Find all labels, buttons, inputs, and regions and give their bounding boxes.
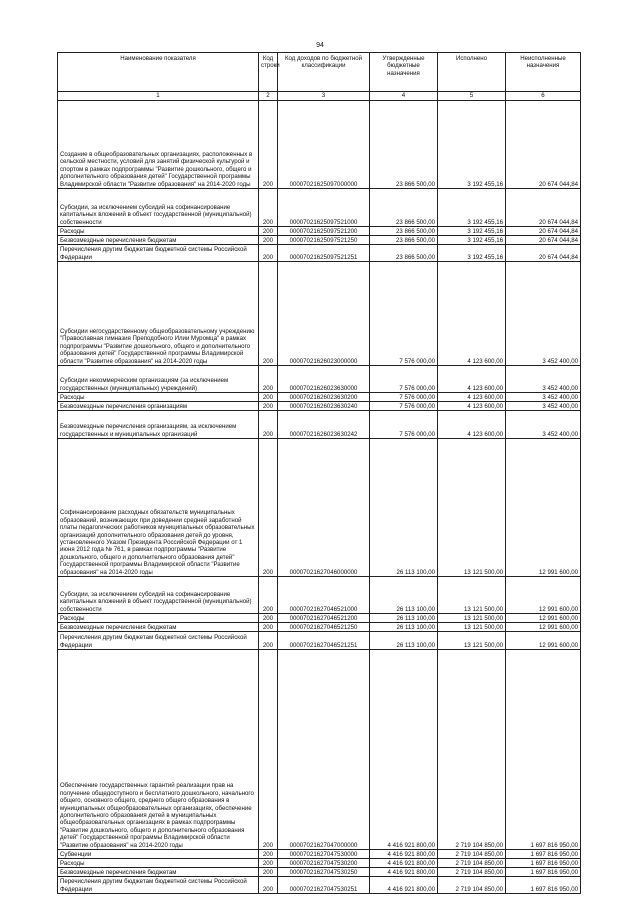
row-unexecuted: 12 991 600,00 <box>506 439 581 577</box>
row-name: Безвозмездные перечисления организациям <box>58 402 259 411</box>
table-row <box>58 411 581 439</box>
row-unexecuted: 20 674 044,84 <box>506 189 581 227</box>
page-number: 94 <box>316 42 324 49</box>
row-classification-code: 00007021626023630242 <box>278 411 370 439</box>
row-classification-code: 00007021626023630240 <box>278 402 370 411</box>
row-name: Софинансирование расходных обязательств муниципальных образований, возникающих при доведении средней заработной платы педагогических работников муниципальных образовательных организаций дополнительного образования детей до уровня, установленного Указом Президента Российской Федерации от 1 июня 2012 года № 761, в рамках подпрограммы "Развитие дошкольного, общего и дополнительного образования детей" Государственной программы Владимирской области "Развитие образования" на 2014-2020 годы <box>58 439 259 577</box>
row-approved: 26 113 100,00 <box>370 577 438 614</box>
header-executed: Исполнено <box>438 53 506 92</box>
row-approved: 23 866 500,00 <box>370 101 438 189</box>
row-unexecuted: 1 697 816 950,00 <box>506 868 581 877</box>
row-approved: 23 866 500,00 <box>370 189 438 227</box>
table-body <box>58 101 581 894</box>
row-classification-code: 00007021627047000000 <box>278 650 370 850</box>
row-unexecuted: 12 991 600,00 <box>506 632 581 650</box>
row-classification-code: 00007021627046521251 <box>278 632 370 650</box>
table-row <box>58 623 581 632</box>
row-approved: 26 113 100,00 <box>370 439 438 577</box>
row-code: 200 <box>259 850 278 859</box>
row-unexecuted: 3 452 400,00 <box>506 393 581 402</box>
row-approved: 26 113 100,00 <box>370 632 438 650</box>
row-name: Безвозмездные перечисления организациям, за исключением государственных и муниципальных организаций <box>58 411 259 439</box>
row-classification-code: 00007021626023630200 <box>278 393 370 402</box>
row-approved: 23 866 500,00 <box>370 227 438 236</box>
row-unexecuted: 3 452 400,00 <box>506 262 581 366</box>
row-code: 200 <box>259 411 278 439</box>
row-name: Субсидии некоммерческим организациям (за исключением государственных (муниципальных) учреждений) <box>58 366 259 393</box>
row-executed: 4 123 600,00 <box>438 366 506 393</box>
row-classification-code: 00007021627047530000 <box>278 850 370 859</box>
row-classification-code: 00007021625097000000 <box>278 101 370 189</box>
table-header-row <box>58 53 581 92</box>
row-approved: 26 113 100,00 <box>370 623 438 632</box>
row-name: Обеспечение государственных гарантий реализации прав на получение общедоступного и бесплатного дошкольного, начального общего, основного общего, среднего общего образования в муниципальных общеобразовательных организациях, обеспечение дополнительного образования детей в муниципальных общеобразовательных организациях в рамках подпрограммы "Развитие дошкольного, общего и дополнительного образования детей" Государственной программы Владимирской области "Развитие образования" на 2014-2020 годы <box>58 650 259 850</box>
row-approved: 7 576 000,00 <box>370 262 438 366</box>
header-unexecuted: Неисполненные назначения <box>506 53 581 92</box>
column-number-row <box>58 92 581 101</box>
row-classification-code: 00007021625097521251 <box>278 245 370 262</box>
column-number: 5 <box>438 92 506 101</box>
row-unexecuted: 1 697 816 950,00 <box>506 650 581 850</box>
row-name: Расходы <box>58 859 259 868</box>
row-executed: 2 719 104 850,00 <box>438 868 506 877</box>
column-number: 3 <box>278 92 370 101</box>
row-name: Безвозмездные перечисления бюджетам <box>58 623 259 632</box>
row-code: 200 <box>259 877 278 894</box>
row-code: 200 <box>259 366 278 393</box>
row-approved: 4 416 921 800,00 <box>370 850 438 859</box>
row-unexecuted: 3 452 400,00 <box>506 411 581 439</box>
table-row <box>58 650 581 850</box>
row-name: Субсидии негосударственному общеобразовательному учреждению "Православная гимназия Преподобного Илии Муромца" в рамках подпрограммы "Развитие дошкольного, общего и дополнительного образования детей" Государственной программы Владимирской области "Развитие образования" на 2014-2020 годы <box>58 262 259 366</box>
row-approved: 7 576 000,00 <box>370 366 438 393</box>
row-executed: 13 121 500,00 <box>438 577 506 614</box>
row-name: Безвозмездные перечисления бюджетам <box>58 868 259 877</box>
row-classification-code: 00007021625097521250 <box>278 236 370 245</box>
row-executed: 3 192 455,16 <box>438 245 506 262</box>
row-classification-code: 00007021625097521000 <box>278 189 370 227</box>
table-row <box>58 262 581 366</box>
column-number: 2 <box>259 92 278 101</box>
row-code: 200 <box>259 623 278 632</box>
row-code: 200 <box>259 614 278 623</box>
table-row <box>58 236 581 245</box>
table-row <box>58 632 581 650</box>
row-classification-code: 00007021627047530250 <box>278 868 370 877</box>
header-classification-code: Код доходов по бюджетной классификации <box>278 53 370 92</box>
row-code: 200 <box>259 650 278 850</box>
row-code: 200 <box>259 245 278 262</box>
row-approved: 4 416 921 800,00 <box>370 859 438 868</box>
row-executed: 13 121 500,00 <box>438 614 506 623</box>
row-executed: 4 123 600,00 <box>438 393 506 402</box>
row-code: 200 <box>259 868 278 877</box>
row-name: Перечисления другим бюджетам бюджетной системы Российской Федерации <box>58 877 259 894</box>
row-name: Создание в общеобразовательных организациях, расположенных в сельской местности, условий для занятий физической культурой и спортом в рамках подпрограммы "Развитие дошкольного, общего и дополнительного образования детей" Государственной программы Владимирской области "Развитие образования" на 2014-2020 годы <box>58 101 259 189</box>
header-approved: Утвержденные бюджетные назначения <box>370 53 438 92</box>
row-unexecuted: 12 991 600,00 <box>506 614 581 623</box>
row-approved: 4 416 921 800,00 <box>370 868 438 877</box>
row-code: 200 <box>259 189 278 227</box>
row-approved: 7 576 000,00 <box>370 393 438 402</box>
row-approved: 23 866 500,00 <box>370 236 438 245</box>
row-classification-code: 00007021627046521000 <box>278 577 370 614</box>
row-name: Субвенции <box>58 850 259 859</box>
row-classification-code: 00007021625097521200 <box>278 227 370 236</box>
table-row <box>58 402 581 411</box>
row-executed: 3 192 455,16 <box>438 236 506 245</box>
row-code: 200 <box>259 577 278 614</box>
row-unexecuted: 1 697 816 950,00 <box>506 877 581 894</box>
row-approved: 23 866 500,00 <box>370 245 438 262</box>
table-row <box>58 850 581 859</box>
row-unexecuted: 1 697 816 950,00 <box>506 850 581 859</box>
row-executed: 3 192 455,16 <box>438 189 506 227</box>
row-executed: 4 123 600,00 <box>438 262 506 366</box>
row-unexecuted: 1 697 816 950,00 <box>506 859 581 868</box>
table-row <box>58 366 581 393</box>
row-name: Субсидии, за исключением субсидий на софинансирование капитальных вложений в объект государственной (муниципальной) собственности <box>58 577 259 614</box>
row-executed: 2 719 104 850,00 <box>438 850 506 859</box>
table-row <box>58 245 581 262</box>
row-executed: 2 719 104 850,00 <box>438 859 506 868</box>
row-code: 200 <box>259 101 278 189</box>
column-number: 1 <box>58 92 259 101</box>
row-code: 200 <box>259 227 278 236</box>
row-approved: 7 576 000,00 <box>370 411 438 439</box>
table-row <box>58 101 581 189</box>
row-executed: 3 192 455,16 <box>438 101 506 189</box>
table-row <box>58 577 581 614</box>
row-unexecuted: 12 991 600,00 <box>506 623 581 632</box>
table-row <box>58 189 581 227</box>
row-unexecuted: 3 452 400,00 <box>506 402 581 411</box>
table-row <box>58 227 581 236</box>
row-name: Расходы <box>58 227 259 236</box>
row-classification-code: 00007021626023630000 <box>278 366 370 393</box>
header-row-code: Код строки <box>259 53 278 92</box>
row-classification-code: 00007021626023000000 <box>278 262 370 366</box>
row-classification-code: 00007021627046521250 <box>278 623 370 632</box>
header-indicator-name: Наименование показателя <box>58 53 259 92</box>
table-row <box>58 393 581 402</box>
row-executed: 13 121 500,00 <box>438 623 506 632</box>
row-unexecuted: 20 674 044,84 <box>506 227 581 236</box>
table-row <box>58 859 581 868</box>
row-name: Субсидии, за исключением субсидий на софинансирование капитальных вложений в объект государственной (муниципальной) собственности <box>58 189 259 227</box>
row-approved: 4 416 921 800,00 <box>370 650 438 850</box>
row-classification-code: 00007021627046521200 <box>278 614 370 623</box>
row-code: 200 <box>259 393 278 402</box>
row-name: Перечисления другим бюджетам бюджетной системы Российской Федерации <box>58 632 259 650</box>
row-unexecuted: 20 674 044,84 <box>506 101 581 189</box>
row-unexecuted: 20 674 044,84 <box>506 236 581 245</box>
row-executed: 2 719 104 850,00 <box>438 650 506 850</box>
row-name: Расходы <box>58 393 259 402</box>
table-row <box>58 868 581 877</box>
row-name: Перечисления другим бюджетам бюджетной системы Российской Федерации <box>58 245 259 262</box>
row-executed: 4 123 600,00 <box>438 411 506 439</box>
row-classification-code: 00007021627046000000 <box>278 439 370 577</box>
row-unexecuted: 20 674 044,84 <box>506 245 581 262</box>
column-number: 6 <box>506 92 581 101</box>
row-code: 200 <box>259 859 278 868</box>
row-executed: 13 121 500,00 <box>438 632 506 650</box>
table-row <box>58 614 581 623</box>
table-row <box>58 877 581 894</box>
row-approved: 4 416 921 800,00 <box>370 877 438 894</box>
row-code: 200 <box>259 632 278 650</box>
row-unexecuted: 3 452 400,00 <box>506 366 581 393</box>
row-executed: 3 192 455,16 <box>438 227 506 236</box>
row-approved: 7 576 000,00 <box>370 402 438 411</box>
row-executed: 4 123 600,00 <box>438 402 506 411</box>
budget-execution-table <box>57 52 581 894</box>
row-approved: 26 113 100,00 <box>370 614 438 623</box>
row-code: 200 <box>259 262 278 366</box>
row-classification-code: 00007021627047530251 <box>278 877 370 894</box>
row-unexecuted: 12 991 600,00 <box>506 577 581 614</box>
row-code: 200 <box>259 439 278 577</box>
row-executed: 13 121 500,00 <box>438 439 506 577</box>
row-classification-code: 00007021627047530200 <box>278 859 370 868</box>
table-row <box>58 439 581 577</box>
row-executed: 2 719 104 850,00 <box>438 877 506 894</box>
row-name: Расходы <box>58 614 259 623</box>
row-code: 200 <box>259 236 278 245</box>
row-code: 200 <box>259 402 278 411</box>
column-number: 4 <box>370 92 438 101</box>
row-name: Безвозмездные перечисления бюджетам <box>58 236 259 245</box>
